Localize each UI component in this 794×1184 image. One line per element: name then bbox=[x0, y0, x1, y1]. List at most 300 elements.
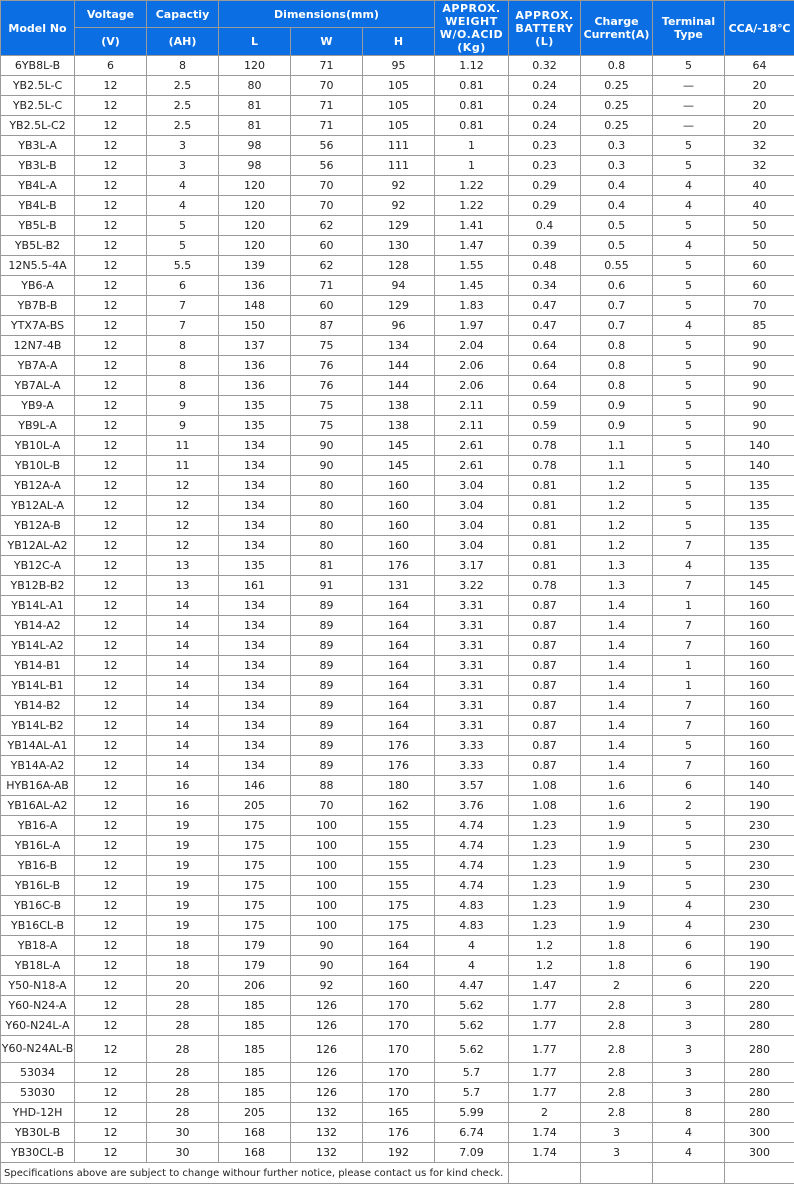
width-cell: 132 bbox=[291, 1123, 363, 1143]
height-cell: 130 bbox=[363, 236, 435, 256]
length-cell: 135 bbox=[219, 396, 291, 416]
height-cell: 164 bbox=[363, 616, 435, 636]
capacity-cell: 2.5 bbox=[147, 76, 219, 96]
model-cell: YB14AL-A1 bbox=[1, 736, 75, 756]
capacity-cell: 14 bbox=[147, 756, 219, 776]
cca-cell: 90 bbox=[725, 416, 794, 436]
battery-cell: 0.4 bbox=[509, 216, 581, 236]
voltage-cell: 12 bbox=[75, 396, 147, 416]
table-row bbox=[1, 236, 794, 256]
charge-current-cell: 1.4 bbox=[581, 736, 653, 756]
height-cell: 129 bbox=[363, 216, 435, 236]
table-row bbox=[1, 636, 794, 656]
capacity-cell: 3 bbox=[147, 156, 219, 176]
voltage-cell: 12 bbox=[75, 856, 147, 876]
model-cell: YB7B-B bbox=[1, 296, 75, 316]
model-cell: YB12B-B2 bbox=[1, 576, 75, 596]
length-cell: 161 bbox=[219, 576, 291, 596]
model-cell: YB14L-A1 bbox=[1, 596, 75, 616]
cca-cell: 20 bbox=[725, 116, 794, 136]
model-cell: Y60-N24AL-B bbox=[1, 1036, 75, 1063]
battery-cell: 0.87 bbox=[509, 716, 581, 736]
cca-cell: 64 bbox=[725, 56, 794, 76]
model-cell: YB10L-A bbox=[1, 436, 75, 456]
width-cell: 90 bbox=[291, 936, 363, 956]
capacity-cell: 14 bbox=[147, 636, 219, 656]
charge-current-cell: 1.3 bbox=[581, 556, 653, 576]
length-cell: 179 bbox=[219, 956, 291, 976]
terminal-type-cell: 5 bbox=[653, 476, 725, 496]
weight-cell: 1.12 bbox=[435, 56, 509, 76]
terminal-type-cell: 4 bbox=[653, 176, 725, 196]
capacity-cell: 19 bbox=[147, 916, 219, 936]
table-row bbox=[1, 716, 794, 736]
cca-cell: 140 bbox=[725, 776, 794, 796]
table-row bbox=[1, 816, 794, 836]
width-cell: 132 bbox=[291, 1103, 363, 1123]
table-row bbox=[1, 856, 794, 876]
width-cell: 60 bbox=[291, 296, 363, 316]
terminal-type-cell: 5 bbox=[653, 876, 725, 896]
table-row bbox=[1, 436, 794, 456]
voltage-cell: 12 bbox=[75, 936, 147, 956]
terminal-type-cell: 1 bbox=[653, 596, 725, 616]
capacity-cell: 28 bbox=[147, 1083, 219, 1103]
terminal-type-cell: 3 bbox=[653, 1063, 725, 1083]
table-row bbox=[1, 276, 794, 296]
table-row bbox=[1, 936, 794, 956]
capacity-cell: 13 bbox=[147, 556, 219, 576]
cca-cell: 190 bbox=[725, 956, 794, 976]
weight-cell: 1.55 bbox=[435, 256, 509, 276]
voltage-cell: 12 bbox=[75, 956, 147, 976]
cca-cell: 230 bbox=[725, 816, 794, 836]
cca-cell: 90 bbox=[725, 376, 794, 396]
battery-cell: 0.81 bbox=[509, 496, 581, 516]
model-cell: YB7A-A bbox=[1, 356, 75, 376]
charge-current-cell: 0.25 bbox=[581, 116, 653, 136]
table-row bbox=[1, 76, 794, 96]
table-header bbox=[1, 1, 794, 56]
terminal-type-cell: 5 bbox=[653, 296, 725, 316]
terminal-type-cell: 6 bbox=[653, 976, 725, 996]
terminal-type-cell: 5 bbox=[653, 416, 725, 436]
length-cell: 134 bbox=[219, 596, 291, 616]
weight-cell: 4.47 bbox=[435, 976, 509, 996]
battery-cell: 0.59 bbox=[509, 416, 581, 436]
length-cell: 206 bbox=[219, 976, 291, 996]
width-cell: 100 bbox=[291, 876, 363, 896]
battery-cell: 0.87 bbox=[509, 756, 581, 776]
capacity-cell: 14 bbox=[147, 596, 219, 616]
width-cell: 71 bbox=[291, 116, 363, 136]
cca-cell: 90 bbox=[725, 336, 794, 356]
model-cell: YB30CL-B bbox=[1, 1143, 75, 1163]
length-cell: 120 bbox=[219, 176, 291, 196]
model-cell: Y60-N24-A bbox=[1, 996, 75, 1016]
header-dim-l: L bbox=[219, 28, 291, 56]
voltage-cell: 12 bbox=[75, 516, 147, 536]
terminal-type-cell: 6 bbox=[653, 956, 725, 976]
weight-cell: 1.45 bbox=[435, 276, 509, 296]
battery-cell: 0.87 bbox=[509, 696, 581, 716]
width-cell: 100 bbox=[291, 816, 363, 836]
charge-current-cell: 1.9 bbox=[581, 896, 653, 916]
cca-cell: 280 bbox=[725, 1083, 794, 1103]
length-cell: 134 bbox=[219, 496, 291, 516]
length-cell: 134 bbox=[219, 456, 291, 476]
model-cell: YB30L-B bbox=[1, 1123, 75, 1143]
weight-cell: 2.04 bbox=[435, 336, 509, 356]
model-cell: YHD-12H bbox=[1, 1103, 75, 1123]
battery-cell: 0.64 bbox=[509, 336, 581, 356]
length-cell: 136 bbox=[219, 276, 291, 296]
height-cell: 129 bbox=[363, 296, 435, 316]
model-cell: YB7AL-A bbox=[1, 376, 75, 396]
table-row bbox=[1, 896, 794, 916]
voltage-cell: 12 bbox=[75, 196, 147, 216]
height-cell: 134 bbox=[363, 336, 435, 356]
height-cell: 105 bbox=[363, 116, 435, 136]
terminal-type-cell: 1 bbox=[653, 656, 725, 676]
terminal-type-cell: 4 bbox=[653, 916, 725, 936]
cca-cell: 140 bbox=[725, 456, 794, 476]
capacity-cell: 12 bbox=[147, 516, 219, 536]
cca-cell: 190 bbox=[725, 796, 794, 816]
capacity-cell: 9 bbox=[147, 396, 219, 416]
battery-cell: 0.32 bbox=[509, 56, 581, 76]
table-row bbox=[1, 1103, 794, 1123]
voltage-cell: 12 bbox=[75, 216, 147, 236]
terminal-type-cell: 3 bbox=[653, 1016, 725, 1036]
capacity-cell: 8 bbox=[147, 336, 219, 356]
width-cell: 56 bbox=[291, 156, 363, 176]
capacity-cell: 8 bbox=[147, 356, 219, 376]
weight-cell: 3.31 bbox=[435, 616, 509, 636]
voltage-cell: 12 bbox=[75, 836, 147, 856]
battery-cell: 0.24 bbox=[509, 116, 581, 136]
battery-cell: 0.29 bbox=[509, 176, 581, 196]
model-cell: YB16C-B bbox=[1, 896, 75, 916]
charge-current-cell: 2.8 bbox=[581, 1016, 653, 1036]
capacity-cell: 8 bbox=[147, 56, 219, 76]
table-row bbox=[1, 536, 794, 556]
charge-current-cell: 1.1 bbox=[581, 436, 653, 456]
height-cell: 162 bbox=[363, 796, 435, 816]
terminal-type-cell: 5 bbox=[653, 736, 725, 756]
battery-cell: 1.23 bbox=[509, 836, 581, 856]
weight-cell: 3.57 bbox=[435, 776, 509, 796]
height-cell: 164 bbox=[363, 696, 435, 716]
table-row bbox=[1, 656, 794, 676]
header-capacity-unit: (AH) bbox=[147, 28, 219, 56]
voltage-cell: 12 bbox=[75, 376, 147, 396]
cca-cell: 60 bbox=[725, 256, 794, 276]
battery-cell: 0.24 bbox=[509, 76, 581, 96]
battery-cell: 0.23 bbox=[509, 156, 581, 176]
model-cell: YB14L-B2 bbox=[1, 716, 75, 736]
header-terminal: Terminal Type bbox=[653, 1, 725, 56]
height-cell: 170 bbox=[363, 996, 435, 1016]
height-cell: 96 bbox=[363, 316, 435, 336]
length-cell: 134 bbox=[219, 656, 291, 676]
model-cell: YB14L-B1 bbox=[1, 676, 75, 696]
weight-cell: 4.83 bbox=[435, 916, 509, 936]
model-cell: YB6-A bbox=[1, 276, 75, 296]
battery-cell: 0.87 bbox=[509, 636, 581, 656]
cca-cell: 160 bbox=[725, 676, 794, 696]
cca-cell: 230 bbox=[725, 836, 794, 856]
length-cell: 185 bbox=[219, 1083, 291, 1103]
length-cell: 120 bbox=[219, 196, 291, 216]
model-cell: YB12AL-A bbox=[1, 496, 75, 516]
battery-cell: 1.23 bbox=[509, 856, 581, 876]
voltage-cell: 12 bbox=[75, 456, 147, 476]
voltage-cell: 12 bbox=[75, 476, 147, 496]
charge-current-cell: 0.25 bbox=[581, 96, 653, 116]
battery-cell: 1.23 bbox=[509, 816, 581, 836]
height-cell: 160 bbox=[363, 976, 435, 996]
weight-cell: 4.74 bbox=[435, 856, 509, 876]
footnote-empty-cell bbox=[581, 1163, 653, 1184]
model-cell: YB18-A bbox=[1, 936, 75, 956]
charge-current-cell: 1.9 bbox=[581, 856, 653, 876]
height-cell: 155 bbox=[363, 836, 435, 856]
height-cell: 92 bbox=[363, 176, 435, 196]
charge-current-cell: 0.5 bbox=[581, 216, 653, 236]
table-row bbox=[1, 836, 794, 856]
model-cell: YB3L-B bbox=[1, 156, 75, 176]
width-cell: 100 bbox=[291, 916, 363, 936]
battery-cell: 0.78 bbox=[509, 576, 581, 596]
table-row bbox=[1, 556, 794, 576]
length-cell: 134 bbox=[219, 676, 291, 696]
width-cell: 90 bbox=[291, 956, 363, 976]
charge-current-cell: 0.25 bbox=[581, 76, 653, 96]
length-cell: 175 bbox=[219, 916, 291, 936]
terminal-type-cell: 5 bbox=[653, 376, 725, 396]
height-cell: 176 bbox=[363, 736, 435, 756]
battery-cell: 1.2 bbox=[509, 936, 581, 956]
battery-cell: 0.81 bbox=[509, 476, 581, 496]
charge-current-cell: 0.8 bbox=[581, 356, 653, 376]
width-cell: 80 bbox=[291, 536, 363, 556]
weight-cell: 2.61 bbox=[435, 456, 509, 476]
voltage-cell: 12 bbox=[75, 796, 147, 816]
model-cell: YB4L-B bbox=[1, 196, 75, 216]
terminal-type-cell: 5 bbox=[653, 276, 725, 296]
voltage-cell: 12 bbox=[75, 156, 147, 176]
voltage-cell: 12 bbox=[75, 656, 147, 676]
battery-cell: 1.74 bbox=[509, 1143, 581, 1163]
charge-current-cell: 1.4 bbox=[581, 696, 653, 716]
battery-cell: 1.23 bbox=[509, 916, 581, 936]
weight-cell: 3.31 bbox=[435, 676, 509, 696]
battery-cell: 0.87 bbox=[509, 596, 581, 616]
capacity-cell: 20 bbox=[147, 976, 219, 996]
model-cell: 53034 bbox=[1, 1063, 75, 1083]
charge-current-cell: 0.8 bbox=[581, 336, 653, 356]
capacity-cell: 6 bbox=[147, 276, 219, 296]
battery-cell: 0.87 bbox=[509, 656, 581, 676]
cca-cell: 160 bbox=[725, 656, 794, 676]
capacity-cell: 13 bbox=[147, 576, 219, 596]
capacity-cell: 19 bbox=[147, 876, 219, 896]
terminal-type-cell: 8 bbox=[653, 1103, 725, 1123]
cca-cell: 20 bbox=[725, 76, 794, 96]
length-cell: 137 bbox=[219, 336, 291, 356]
cca-cell: 230 bbox=[725, 876, 794, 896]
cca-cell: 135 bbox=[725, 476, 794, 496]
table-body bbox=[1, 56, 794, 1163]
voltage-cell: 12 bbox=[75, 236, 147, 256]
header-dim-h: H bbox=[363, 28, 435, 56]
table-row bbox=[1, 156, 794, 176]
height-cell: 144 bbox=[363, 376, 435, 396]
battery-cell: 0.81 bbox=[509, 536, 581, 556]
weight-cell: 3.17 bbox=[435, 556, 509, 576]
voltage-cell: 12 bbox=[75, 416, 147, 436]
length-cell: 185 bbox=[219, 1063, 291, 1083]
header-dim-w: W bbox=[291, 28, 363, 56]
cca-cell: 280 bbox=[725, 996, 794, 1016]
voltage-cell: 12 bbox=[75, 736, 147, 756]
terminal-type-cell: 4 bbox=[653, 556, 725, 576]
battery-cell: 1.08 bbox=[509, 776, 581, 796]
table-row bbox=[1, 416, 794, 436]
footnote-empty-cell bbox=[725, 1163, 794, 1184]
charge-current-cell: 0.8 bbox=[581, 376, 653, 396]
terminal-type-cell: 5 bbox=[653, 856, 725, 876]
header-cca: CCA/-18℃ bbox=[725, 1, 794, 56]
capacity-cell: 14 bbox=[147, 616, 219, 636]
capacity-cell: 11 bbox=[147, 456, 219, 476]
voltage-cell: 12 bbox=[75, 116, 147, 136]
voltage-cell: 12 bbox=[75, 916, 147, 936]
model-cell: YB12A-B bbox=[1, 516, 75, 536]
height-cell: 164 bbox=[363, 596, 435, 616]
width-cell: 89 bbox=[291, 676, 363, 696]
charge-current-cell: 1.1 bbox=[581, 456, 653, 476]
table-row bbox=[1, 396, 794, 416]
width-cell: 71 bbox=[291, 276, 363, 296]
terminal-type-cell: 4 bbox=[653, 896, 725, 916]
voltage-cell: 12 bbox=[75, 496, 147, 516]
battery-cell: 1.23 bbox=[509, 876, 581, 896]
model-cell: YB4L-A bbox=[1, 176, 75, 196]
charge-current-cell: 1.4 bbox=[581, 716, 653, 736]
charge-current-cell: 2.8 bbox=[581, 1103, 653, 1123]
table-row bbox=[1, 316, 794, 336]
height-cell: 164 bbox=[363, 716, 435, 736]
length-cell: 81 bbox=[219, 116, 291, 136]
width-cell: 75 bbox=[291, 416, 363, 436]
width-cell: 80 bbox=[291, 476, 363, 496]
weight-cell: 1.47 bbox=[435, 236, 509, 256]
header-voltage-unit: (V) bbox=[75, 28, 147, 56]
table-row bbox=[1, 1036, 794, 1063]
height-cell: 128 bbox=[363, 256, 435, 276]
height-cell: 105 bbox=[363, 96, 435, 116]
table-row bbox=[1, 1016, 794, 1036]
cca-cell: 160 bbox=[725, 736, 794, 756]
battery-cell: 0.48 bbox=[509, 256, 581, 276]
capacity-cell: 16 bbox=[147, 776, 219, 796]
table-row bbox=[1, 176, 794, 196]
weight-cell: 3.04 bbox=[435, 536, 509, 556]
cca-cell: 135 bbox=[725, 556, 794, 576]
capacity-cell: 18 bbox=[147, 936, 219, 956]
voltage-cell: 12 bbox=[75, 336, 147, 356]
length-cell: 120 bbox=[219, 236, 291, 256]
model-cell: YB12C-A bbox=[1, 556, 75, 576]
height-cell: 138 bbox=[363, 396, 435, 416]
length-cell: 168 bbox=[219, 1143, 291, 1163]
capacity-cell: 12 bbox=[147, 476, 219, 496]
model-cell: Y50-N18-A bbox=[1, 976, 75, 996]
capacity-cell: 3 bbox=[147, 136, 219, 156]
capacity-cell: 30 bbox=[147, 1143, 219, 1163]
width-cell: 132 bbox=[291, 1143, 363, 1163]
terminal-type-cell: 7 bbox=[653, 576, 725, 596]
height-cell: 92 bbox=[363, 196, 435, 216]
width-cell: 62 bbox=[291, 256, 363, 276]
footnote-empty-cell bbox=[653, 1163, 725, 1184]
height-cell: 155 bbox=[363, 876, 435, 896]
height-cell: 145 bbox=[363, 436, 435, 456]
capacity-cell: 30 bbox=[147, 1123, 219, 1143]
length-cell: 175 bbox=[219, 836, 291, 856]
cca-cell: 280 bbox=[725, 1063, 794, 1083]
capacity-cell: 2.5 bbox=[147, 116, 219, 136]
model-cell: YB16L-A bbox=[1, 836, 75, 856]
terminal-type-cell: 5 bbox=[653, 56, 725, 76]
table-row bbox=[1, 696, 794, 716]
table-row bbox=[1, 996, 794, 1016]
weight-cell: 2.11 bbox=[435, 396, 509, 416]
length-cell: 134 bbox=[219, 696, 291, 716]
charge-current-cell: 1.2 bbox=[581, 476, 653, 496]
charge-current-cell: 2.8 bbox=[581, 996, 653, 1016]
cca-cell: 160 bbox=[725, 616, 794, 636]
capacity-cell: 18 bbox=[147, 956, 219, 976]
voltage-cell: 12 bbox=[75, 356, 147, 376]
charge-current-cell: 1.8 bbox=[581, 956, 653, 976]
table-row bbox=[1, 736, 794, 756]
header-capacity: Capactiy bbox=[147, 1, 219, 28]
charge-current-cell: 1.4 bbox=[581, 676, 653, 696]
header-model: Model No bbox=[1, 1, 75, 56]
weight-cell: 3.31 bbox=[435, 596, 509, 616]
cca-cell: 300 bbox=[725, 1123, 794, 1143]
width-cell: 89 bbox=[291, 756, 363, 776]
height-cell: 170 bbox=[363, 1036, 435, 1063]
cca-cell: 160 bbox=[725, 596, 794, 616]
capacity-cell: 2.5 bbox=[147, 96, 219, 116]
height-cell: 170 bbox=[363, 1063, 435, 1083]
model-cell: HYB16A-AB bbox=[1, 776, 75, 796]
terminal-type-cell: 4 bbox=[653, 1143, 725, 1163]
weight-cell: 0.81 bbox=[435, 76, 509, 96]
table-row bbox=[1, 216, 794, 236]
battery-cell: 0.47 bbox=[509, 316, 581, 336]
battery-cell: 0.87 bbox=[509, 616, 581, 636]
length-cell: 134 bbox=[219, 476, 291, 496]
cca-cell: 160 bbox=[725, 696, 794, 716]
battery-cell: 0.39 bbox=[509, 236, 581, 256]
table-row bbox=[1, 56, 794, 76]
table-row bbox=[1, 916, 794, 936]
